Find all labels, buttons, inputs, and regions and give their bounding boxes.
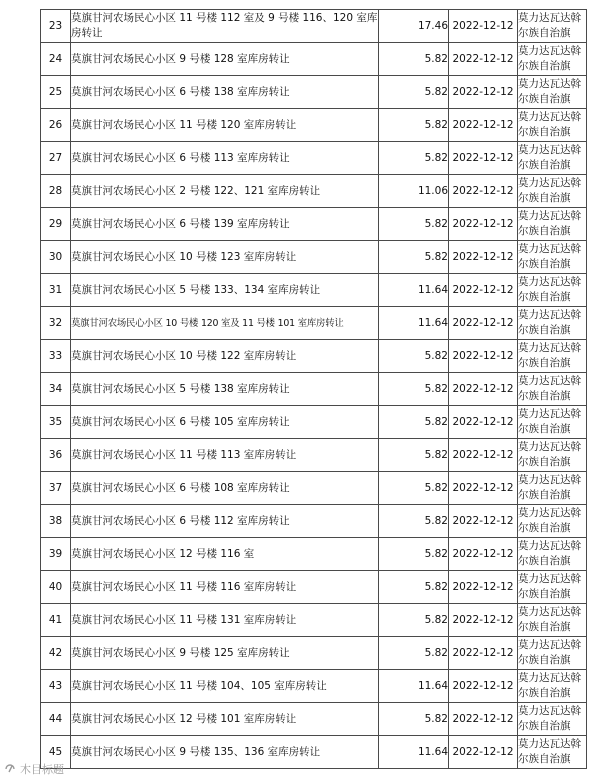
- listing-date: 2022-12-12: [449, 10, 518, 43]
- table-row: [41, 736, 587, 769]
- property-name: 莫旗甘河农场民心小区 6 号楼 113 室库房转让: [71, 142, 379, 175]
- property-name: 莫旗甘河农场民心小区 6 号楼 105 室库房转让: [71, 406, 379, 439]
- location: 莫力达瓦达斡尔族自治旗: [518, 274, 587, 307]
- area-value: 17.46: [379, 10, 449, 43]
- area-value: 11.64: [379, 274, 449, 307]
- area-value: 5.82: [379, 637, 449, 670]
- property-name: 莫旗甘河农场民心小区 10 号楼 123 室库房转让: [71, 241, 379, 274]
- table-row: [41, 538, 587, 571]
- area-value: 11.64: [379, 736, 449, 769]
- row-number: 33: [41, 340, 71, 373]
- listing-date: 2022-12-12: [449, 703, 518, 736]
- listing-date: 2022-12-12: [449, 76, 518, 109]
- location: 莫力达瓦达斡尔族自治旗: [518, 406, 587, 439]
- table-row: [41, 307, 587, 340]
- location: 莫力达瓦达斡尔族自治旗: [518, 76, 587, 109]
- area-value: 5.82: [379, 109, 449, 142]
- row-number: 36: [41, 439, 71, 472]
- listing-date: 2022-12-12: [449, 472, 518, 505]
- area-value: 5.82: [379, 703, 449, 736]
- property-name: 莫旗甘河农场民心小区 9 号楼 125 室库房转让: [71, 637, 379, 670]
- location: 莫力达瓦达斡尔族自治旗: [518, 472, 587, 505]
- table-row: [41, 472, 587, 505]
- table-row: [41, 109, 587, 142]
- property-name: 莫旗甘河农场民心小区 11 号楼 131 室库房转让: [71, 604, 379, 637]
- location: 莫力达瓦达斡尔族自治旗: [518, 736, 587, 769]
- listing-date: 2022-12-12: [449, 406, 518, 439]
- row-number: 24: [41, 43, 71, 76]
- property-name: 莫旗甘河农场民心小区 12 号楼 116 室: [71, 538, 379, 571]
- location: 莫力达瓦达斡尔族自治旗: [518, 175, 587, 208]
- row-number: 44: [41, 703, 71, 736]
- property-name: 莫旗甘河农场民心小区 12 号楼 101 室库房转让: [71, 703, 379, 736]
- table-row: [41, 10, 587, 43]
- table-row: [41, 208, 587, 241]
- listing-date: 2022-12-12: [449, 373, 518, 406]
- property-name: 莫旗甘河农场民心小区 5 号楼 133、134 室库房转让: [71, 274, 379, 307]
- listing-date: 2022-12-12: [449, 505, 518, 538]
- property-name: 莫旗甘河农场民心小区 2 号楼 122、121 室库房转让: [71, 175, 379, 208]
- area-value: 5.82: [379, 439, 449, 472]
- row-number: 39: [41, 538, 71, 571]
- row-number: 26: [41, 109, 71, 142]
- listing-date: 2022-12-12: [449, 274, 518, 307]
- table-row: [41, 439, 587, 472]
- area-value: 5.82: [379, 208, 449, 241]
- table-row: [41, 571, 587, 604]
- table-row: [41, 406, 587, 439]
- location: 莫力达瓦达斡尔族自治旗: [518, 571, 587, 604]
- listing-date: 2022-12-12: [449, 736, 518, 769]
- listing-date: 2022-12-12: [449, 340, 518, 373]
- area-value: 11.64: [379, 670, 449, 703]
- watermark-logo-icon: [4, 763, 18, 775]
- row-number: 28: [41, 175, 71, 208]
- row-number: 45: [41, 736, 71, 769]
- row-number: 38: [41, 505, 71, 538]
- property-name: 莫旗甘河农场民心小区 11 号楼 116 室库房转让: [71, 571, 379, 604]
- table-row: [41, 505, 587, 538]
- property-name: 莫旗甘河农场民心小区 6 号楼 139 室库房转让: [71, 208, 379, 241]
- table-row: [41, 340, 587, 373]
- listing-date: 2022-12-12: [449, 43, 518, 76]
- watermark-text: 木目标题: [20, 763, 64, 776]
- area-value: 5.82: [379, 604, 449, 637]
- row-number: 25: [41, 76, 71, 109]
- area-value: 5.82: [379, 472, 449, 505]
- location: 莫力达瓦达斡尔族自治旗: [518, 241, 587, 274]
- listing-date: 2022-12-12: [449, 439, 518, 472]
- property-name: 莫旗甘河农场民心小区 9 号楼 128 室库房转让: [71, 43, 379, 76]
- location: 莫力达瓦达斡尔族自治旗: [518, 10, 587, 43]
- listing-date: 2022-12-12: [449, 538, 518, 571]
- area-value: 5.82: [379, 571, 449, 604]
- location: 莫力达瓦达斡尔族自治旗: [518, 538, 587, 571]
- table-row: [41, 703, 587, 736]
- listing-date: 2022-12-12: [449, 637, 518, 670]
- table-row: [41, 373, 587, 406]
- row-number: 27: [41, 142, 71, 175]
- location: 莫力达瓦达斡尔族自治旗: [518, 439, 587, 472]
- row-number: 42: [41, 637, 71, 670]
- area-value: 5.82: [379, 538, 449, 571]
- location: 莫力达瓦达斡尔族自治旗: [518, 208, 587, 241]
- property-name: 莫旗甘河农场民心小区 11 号楼 120 室库房转让: [71, 109, 379, 142]
- area-value: 5.82: [379, 373, 449, 406]
- row-number: 41: [41, 604, 71, 637]
- location: 莫力达瓦达斡尔族自治旗: [518, 604, 587, 637]
- location: 莫力达瓦达斡尔族自治旗: [518, 670, 587, 703]
- area-value: 5.82: [379, 142, 449, 175]
- row-number: 34: [41, 373, 71, 406]
- property-name: 莫旗甘河农场民心小区 5 号楼 138 室库房转让: [71, 373, 379, 406]
- row-number: 40: [41, 571, 71, 604]
- location: 莫力达瓦达斡尔族自治旗: [518, 307, 587, 340]
- row-number: 37: [41, 472, 71, 505]
- property-name: 莫旗甘河农场民心小区 10 号楼 120 室及 11 号楼 101 室库房转让: [71, 307, 379, 340]
- area-value: 5.82: [379, 340, 449, 373]
- row-number: 30: [41, 241, 71, 274]
- location: 莫力达瓦达斡尔族自治旗: [518, 340, 587, 373]
- listing-date: 2022-12-12: [449, 241, 518, 274]
- location: 莫力达瓦达斡尔族自治旗: [518, 703, 587, 736]
- table-row: [41, 43, 587, 76]
- listing-date: 2022-12-12: [449, 670, 518, 703]
- table-row: [41, 637, 587, 670]
- area-value: 5.82: [379, 406, 449, 439]
- property-name: 莫旗甘河农场民心小区 10 号楼 122 室库房转让: [71, 340, 379, 373]
- area-value: 11.06: [379, 175, 449, 208]
- row-number: 31: [41, 274, 71, 307]
- table-row: [41, 604, 587, 637]
- property-name: 莫旗甘河农场民心小区 11 号楼 104、105 室库房转让: [71, 670, 379, 703]
- location: 莫力达瓦达斡尔族自治旗: [518, 637, 587, 670]
- listing-date: 2022-12-12: [449, 307, 518, 340]
- table-row: [41, 274, 587, 307]
- listing-date: 2022-12-12: [449, 208, 518, 241]
- property-name: 莫旗甘河农场民心小区 9 号楼 135、136 室库房转让: [71, 736, 379, 769]
- table-body: [41, 10, 587, 769]
- area-value: 5.82: [379, 241, 449, 274]
- area-value: 11.64: [379, 307, 449, 340]
- listing-date: 2022-12-12: [449, 175, 518, 208]
- location: 莫力达瓦达斡尔族自治旗: [518, 142, 587, 175]
- area-value: 5.82: [379, 505, 449, 538]
- table-row: [41, 142, 587, 175]
- row-number: 32: [41, 307, 71, 340]
- property-transfer-table: [40, 9, 587, 769]
- watermark: [4, 761, 64, 777]
- listing-date: 2022-12-12: [449, 571, 518, 604]
- property-name: 莫旗甘河农场民心小区 11 号楼 112 室及 9 号楼 116、120 室库房转让: [71, 10, 379, 43]
- property-name: 莫旗甘河农场民心小区 6 号楼 108 室库房转让: [71, 472, 379, 505]
- row-number: 43: [41, 670, 71, 703]
- table-row: [41, 670, 587, 703]
- listing-date: 2022-12-12: [449, 142, 518, 175]
- row-number: 23: [41, 10, 71, 43]
- table-row: [41, 175, 587, 208]
- table-row: [41, 76, 587, 109]
- property-name: 莫旗甘河农场民心小区 11 号楼 113 室库房转让: [71, 439, 379, 472]
- table-row: [41, 241, 587, 274]
- property-name: 莫旗甘河农场民心小区 6 号楼 138 室库房转让: [71, 76, 379, 109]
- row-number: 29: [41, 208, 71, 241]
- location: 莫力达瓦达斡尔族自治旗: [518, 43, 587, 76]
- listing-date: 2022-12-12: [449, 109, 518, 142]
- area-value: 5.82: [379, 76, 449, 109]
- row-number: 35: [41, 406, 71, 439]
- location: 莫力达瓦达斡尔族自治旗: [518, 373, 587, 406]
- property-name: 莫旗甘河农场民心小区 6 号楼 112 室库房转让: [71, 505, 379, 538]
- listing-date: 2022-12-12: [449, 604, 518, 637]
- location: 莫力达瓦达斡尔族自治旗: [518, 505, 587, 538]
- location: 莫力达瓦达斡尔族自治旗: [518, 109, 587, 142]
- area-value: 5.82: [379, 43, 449, 76]
